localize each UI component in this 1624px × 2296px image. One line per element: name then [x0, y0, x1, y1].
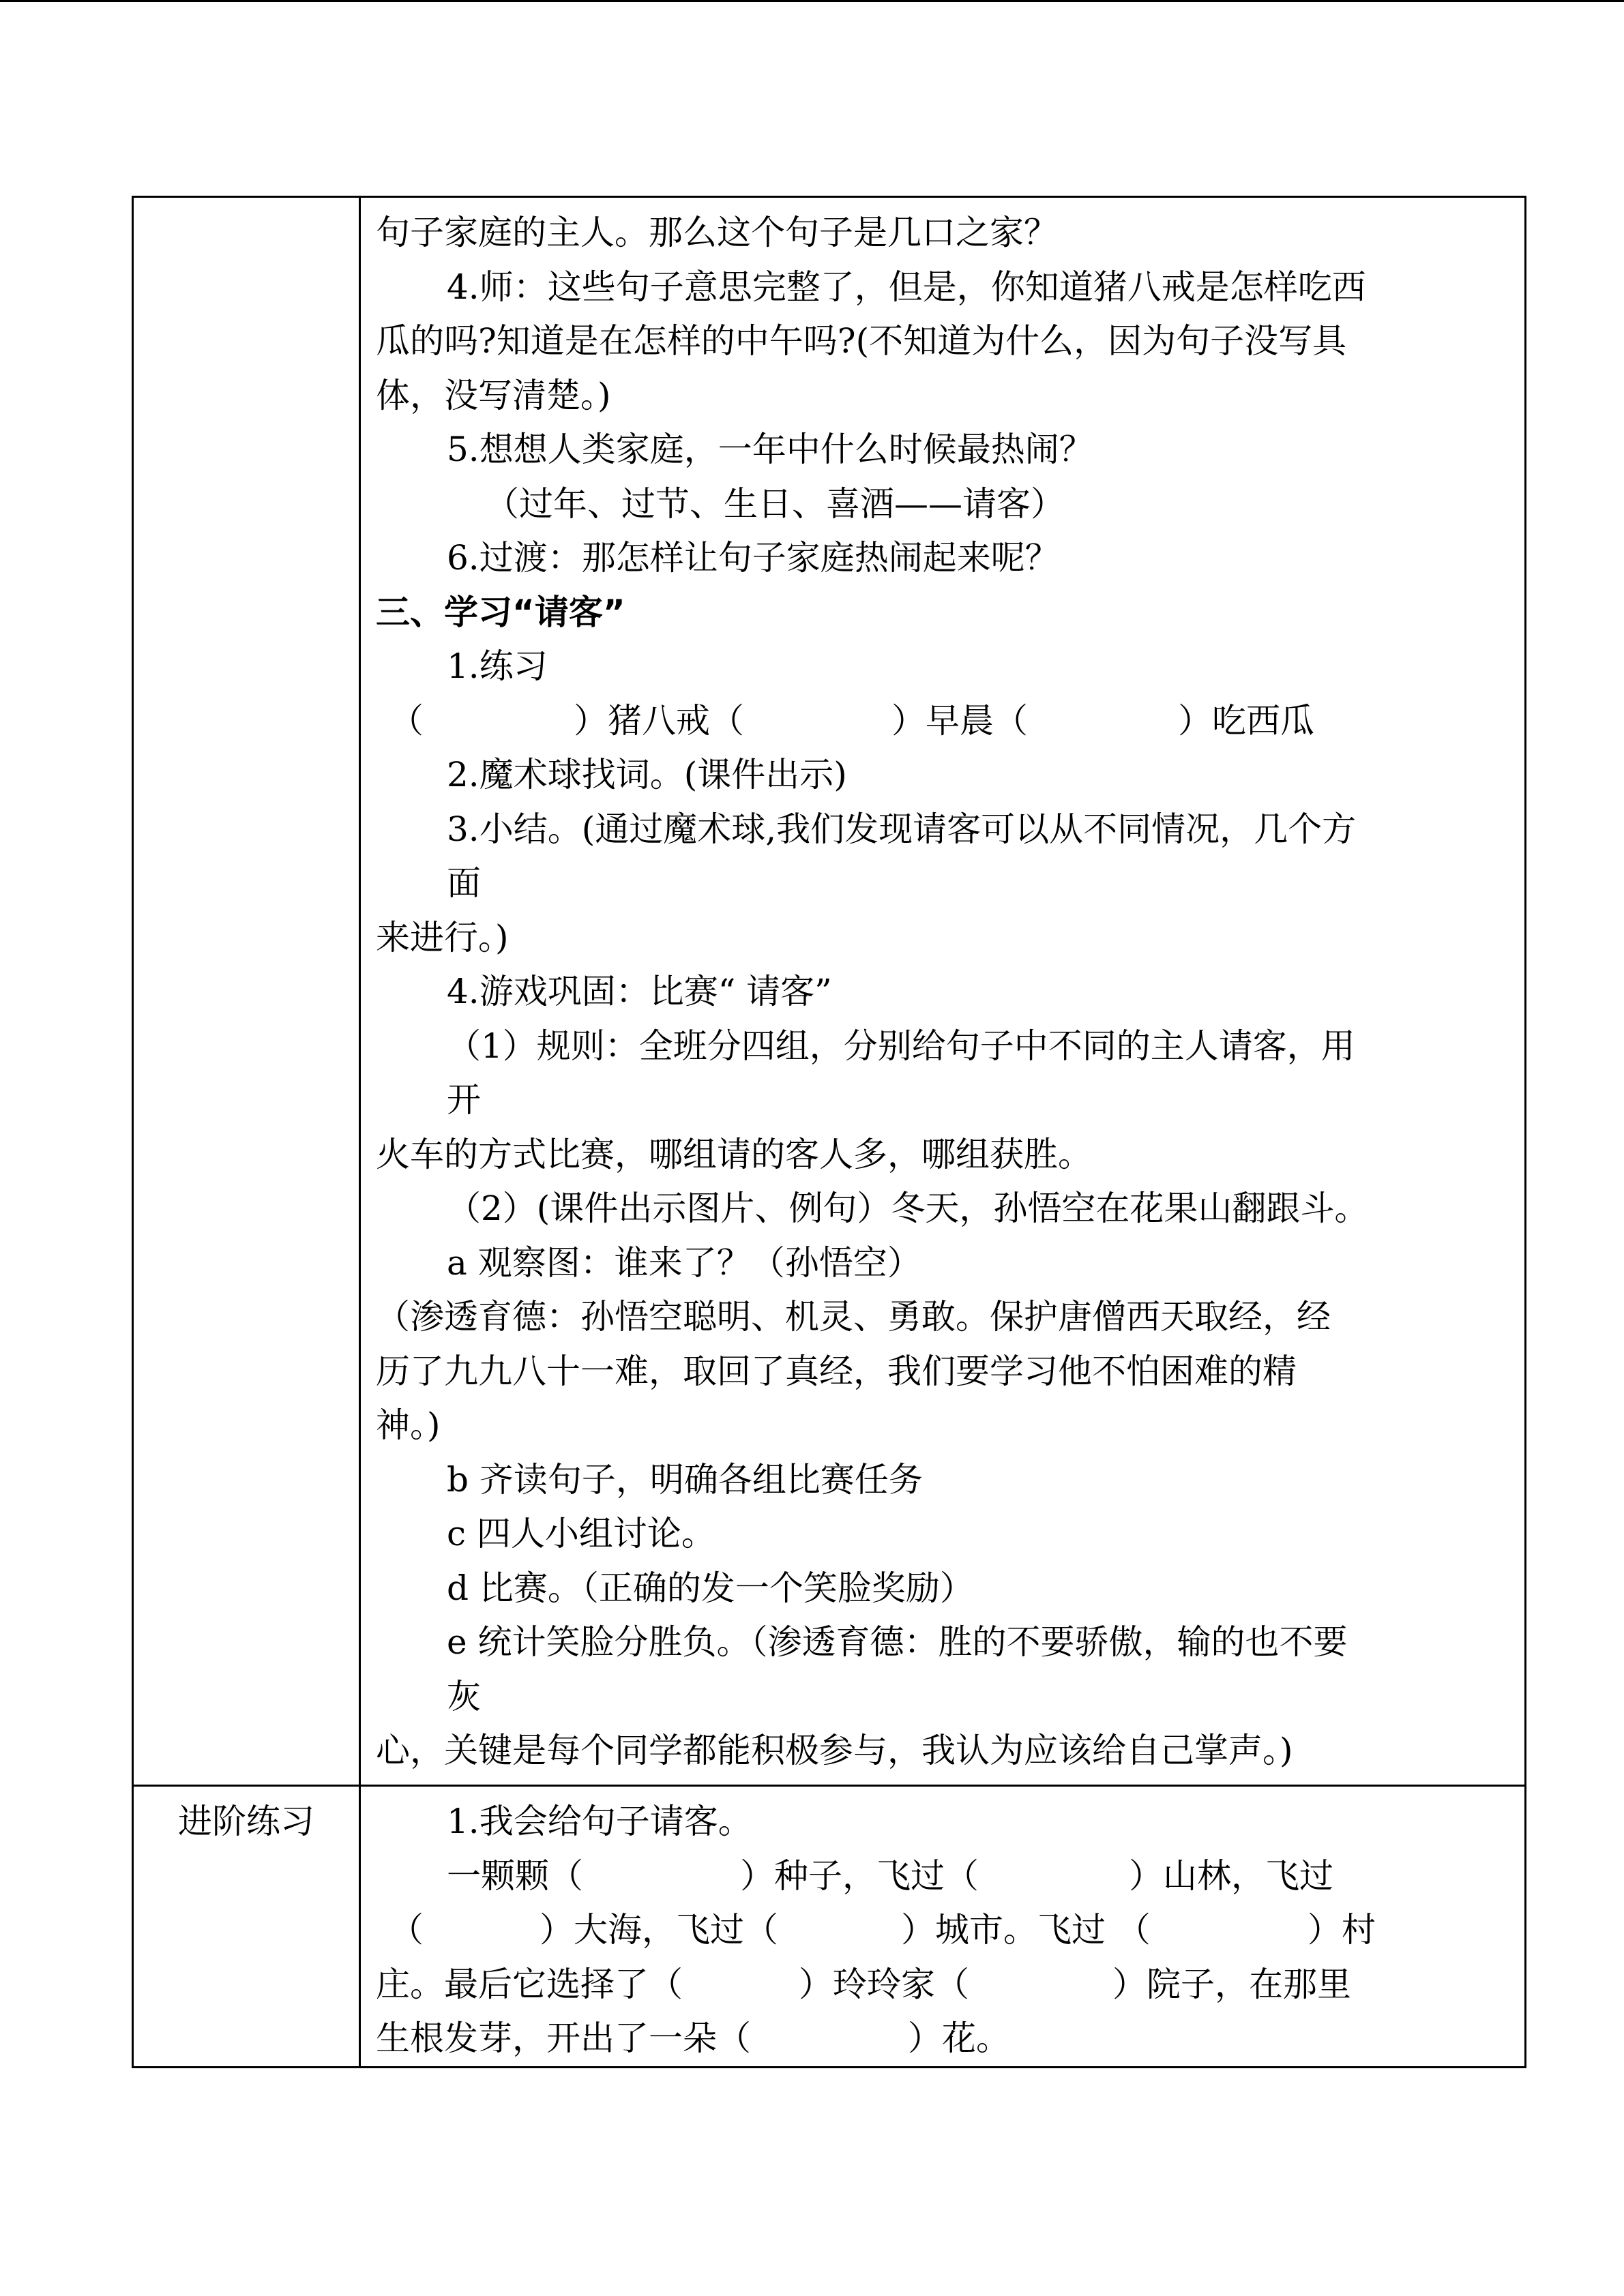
text-line: 6.过渡：那怎样让句子家庭热闹起来呢？ — [447, 538, 1059, 578]
text-line: 来进行。) — [376, 917, 509, 957]
text-line: 历了九九八十一难，取回了真经，我们要学习他不怕困难的精 — [376, 1351, 1297, 1391]
text-line: 体，没写清楚。) — [376, 375, 611, 415]
lesson-plan-table — [132, 196, 1526, 2068]
text-line: 句子家庭的主人。那么这个句子是几口之家？ — [376, 213, 1058, 252]
text-line: 3.小结。(通过魔术球,我们发现请客可以从不同情况，几个方 — [447, 809, 1357, 849]
text-line: c 四人小组讨论。 — [447, 1514, 715, 1553]
blank-text: ）大海，飞过（ — [540, 1910, 778, 1950]
text-line: e 统计笑脸分胜负。（渗透育德：胜的不要骄傲，输的也不要 — [447, 1622, 1348, 1662]
practice-label: 进阶练习 — [133, 1786, 360, 2068]
practice-title: 1.我会给句子请客。 — [447, 1802, 752, 1841]
fill-in-blank-line — [376, 694, 1512, 749]
blank-text: ）早晨（ — [891, 700, 1028, 741]
fill-in-blank-line — [376, 1903, 1512, 1958]
text-line: 1.练习 — [447, 646, 548, 686]
text-line: （1）规则：全班分四组，分别给句子中不同的主人请客，用 — [447, 1026, 1355, 1066]
text-line: 面 — [447, 863, 481, 903]
empty-label-cell — [133, 197, 360, 1786]
blank-text: ）城市。飞过 （ — [901, 1910, 1151, 1950]
text-line: 瓜的吗?知道是在怎样的中午吗?(不知道为什么，因为句子没写具 — [376, 321, 1347, 361]
text-line: b 齐读句子，明确各组比赛任务 — [447, 1459, 923, 1500]
text-line: 神。) — [376, 1405, 441, 1445]
fill-in-blank-line — [376, 2012, 1512, 2066]
fill-in-blank-line — [376, 1958, 1512, 2012]
text-line: d 比赛。（正确的发一个笑脸奖励） — [447, 1568, 974, 1608]
table-row — [133, 197, 1526, 1786]
lesson-content-cell — [360, 197, 1526, 1786]
text-line: 4.游戏巩固：比赛“ 请客” — [447, 972, 832, 1011]
blank-open-paren: （ — [389, 700, 424, 741]
page-top-rule — [0, 0, 1624, 2]
text-line: 灰 — [447, 1676, 481, 1716]
text-line: （过年、过节、生日、喜酒——请客） — [485, 483, 1065, 524]
blank-text: ）种子，飞过（ — [740, 1855, 979, 1896]
text-line: 2.魔术球找词。(课件出示) — [447, 755, 847, 794]
text-line: 火车的方式比赛，哪组请的客人多，哪组获胜。 — [376, 1134, 1092, 1174]
section-heading: 三、学习“请客” — [376, 592, 625, 632]
blank-text: ）院子，在那里 — [1112, 1964, 1351, 2004]
blank-text: ）玲玲家（ — [799, 1964, 969, 2004]
fill-in-blank-line — [376, 1849, 1512, 1904]
practice-content-cell — [360, 1786, 1526, 2068]
text-line: 心，关键是每个同学都能积极参与，我认为应该给自己掌声。) — [376, 1731, 1293, 1770]
blank-text: ）猪八戒（ — [574, 700, 744, 741]
text-line: 5.想想人类家庭，一年中什么时候最热闹？ — [447, 430, 1093, 469]
blank-text: ）吃西瓜 — [1178, 700, 1314, 741]
blank-text: ）村 — [1307, 1910, 1376, 1950]
text-line: （渗透育德：孙悟空聪明、机灵、勇敢。保护唐僧西天取经，经 — [376, 1297, 1331, 1337]
text-line: 4.师：这些句子意思完整了，但是，你知道猪八戒是怎样吃西 — [447, 267, 1366, 307]
blank-text: 一颗颗（ — [447, 1855, 583, 1896]
blank-text: （ — [389, 1910, 424, 1950]
text-line: 开 — [447, 1080, 481, 1120]
text-line: （2）(课件出示图片、例句）冬天，孙悟空在花果山翻跟斗。 — [447, 1189, 1369, 1228]
blank-text: ）花。 — [908, 2018, 1010, 2058]
text-line: a 观察图：谁来了？（孙悟空） — [447, 1242, 921, 1283]
blank-text: 生根发芽，开出了一朵（ — [376, 2018, 751, 2058]
blank-text: 庄。最后它选择了（ — [376, 1964, 683, 2004]
blank-text: ）山林，飞过 — [1129, 1855, 1333, 1896]
table-row — [133, 1786, 1526, 2068]
